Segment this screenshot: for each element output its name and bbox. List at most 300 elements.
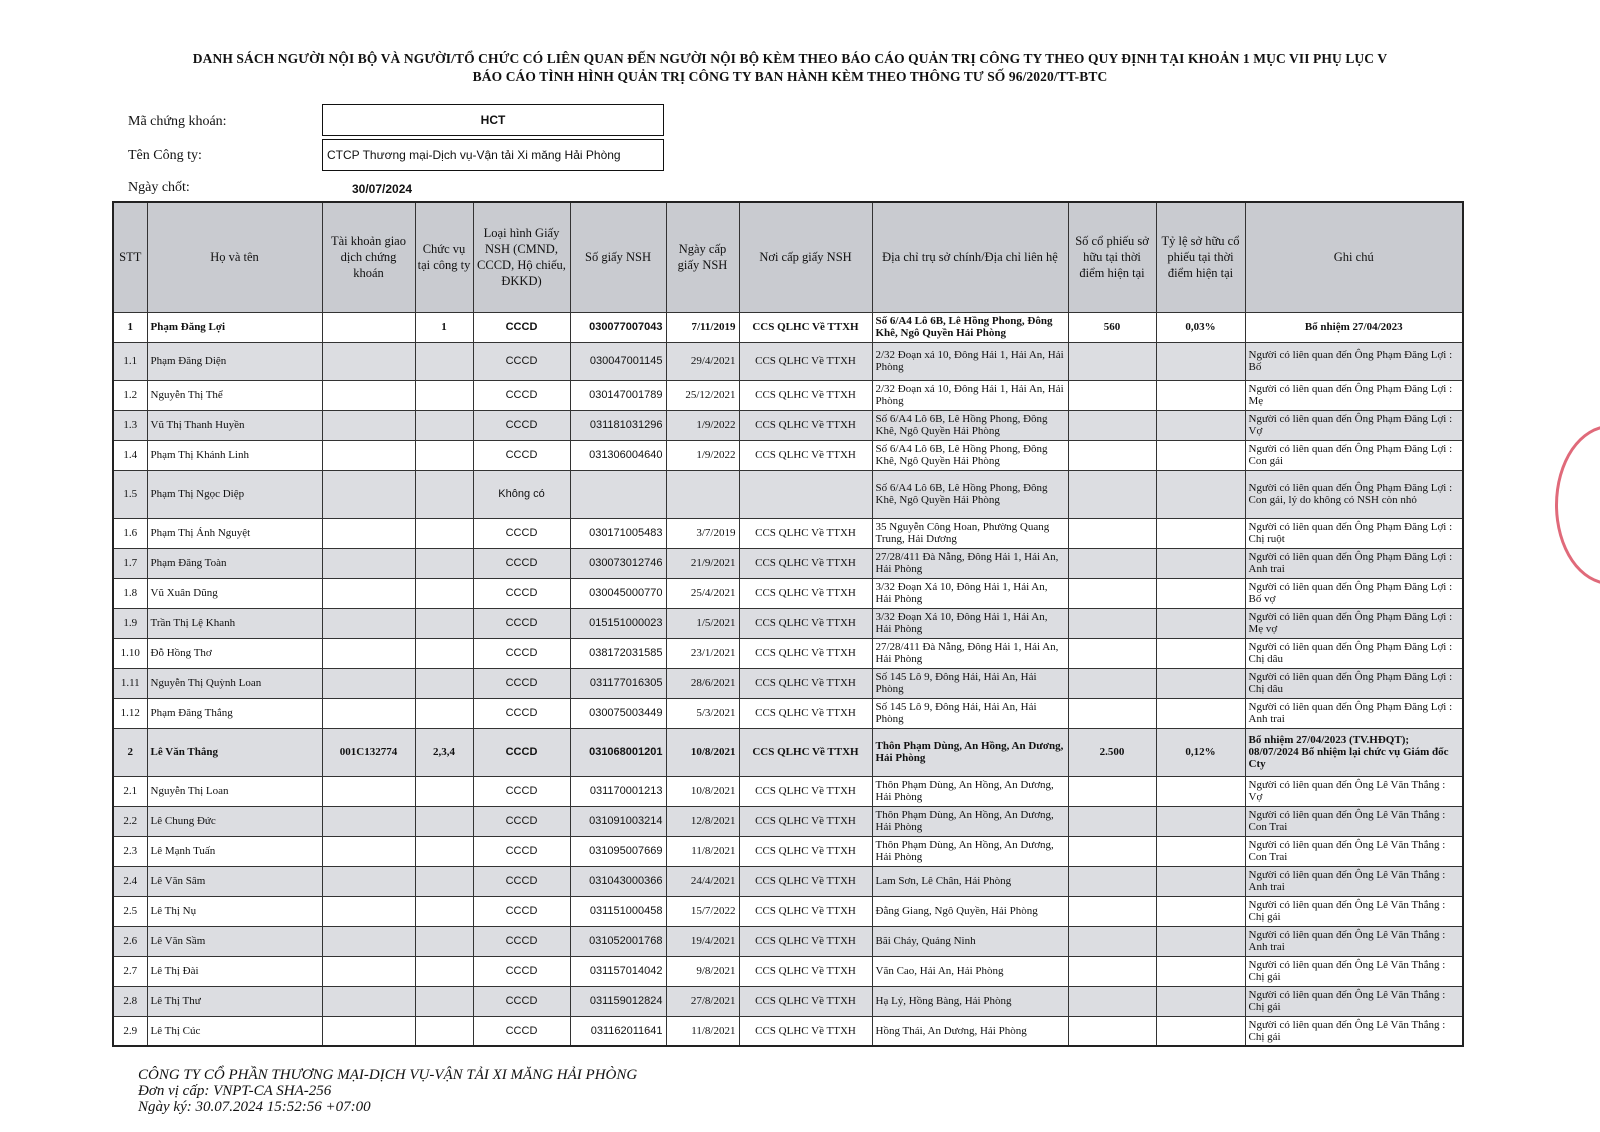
cell-issue-date: 24/4/2021 [666, 866, 739, 896]
insider-table [112, 201, 1464, 1047]
cell-ratio [1156, 1016, 1245, 1046]
cell-issue-place: CCS QLHC Về TTXH [739, 608, 872, 638]
cell-address: Thôn Phạm Dùng, An Hồng, An Dương, Hải Phòng [872, 836, 1068, 866]
cell-id-number: 031052001768 [570, 926, 666, 956]
cell-name: Nguyễn Thị Thể [147, 380, 322, 410]
cell-id-type: CCCD [473, 548, 570, 578]
header-id-type: Loại hình Giấy NSH (CMND, CCCD, Hộ chiếu, ĐKKD) [473, 202, 570, 312]
cell-note: Người có liên quan đến Ông Lê Văn Thắng : Chị gái [1245, 1016, 1463, 1046]
cell-stt: 2.7 [113, 956, 147, 986]
cell-stt: 1.3 [113, 410, 147, 440]
cell-ratio: 0,03% [1156, 312, 1245, 342]
cell-stt: 1.2 [113, 380, 147, 410]
cell-shares [1068, 956, 1156, 986]
cell-ratio [1156, 578, 1245, 608]
cell-name: Phạm Đăng Diện [147, 342, 322, 380]
cell-issue-date: 28/6/2021 [666, 668, 739, 698]
cell-id-type: CCCD [473, 866, 570, 896]
cell-issue-date: 21/9/2021 [666, 548, 739, 578]
cell-issue-place: CCS QLHC Về TTXH [739, 866, 872, 896]
cell-id-type: CCCD [473, 776, 570, 806]
cell-name: Lê Mạnh Tuấn [147, 836, 322, 866]
cell-id-number: 031043000366 [570, 866, 666, 896]
table-row [113, 866, 1463, 896]
cell-id-type: CCCD [473, 926, 570, 956]
signature-company: CÔNG TY CỔ PHẦN THƯƠNG MẠI-DỊCH VỤ-VẬN TẢI XI MĂNG HẢI PHÒNG [138, 1067, 638, 1083]
cell-name: Lê Văn Sầm [147, 926, 322, 956]
cell-id-type: CCCD [473, 728, 570, 776]
header-name: Họ và tên [147, 202, 322, 312]
cell-role [415, 638, 473, 668]
table-row [113, 578, 1463, 608]
table-row [113, 926, 1463, 956]
cell-issue-date: 11/8/2021 [666, 836, 739, 866]
closing-date-label: Ngày chốt: [128, 180, 190, 195]
cell-role [415, 776, 473, 806]
cell-note: Người có liên quan đến Ông Lê Văn Thắng : Con Trai [1245, 806, 1463, 836]
cell-issue-date: 5/3/2021 [666, 698, 739, 728]
closing-date-value: 30/07/2024 [352, 182, 413, 196]
cell-account [322, 342, 415, 380]
cell-account [322, 986, 415, 1016]
cell-shares [1068, 986, 1156, 1016]
cell-name: Phạm Đăng Toàn [147, 548, 322, 578]
cell-id-number: 031151000458 [570, 896, 666, 926]
cell-stt: 2.4 [113, 866, 147, 896]
cell-issue-date: 12/8/2021 [666, 806, 739, 836]
stock-code-value: HCT [322, 104, 664, 136]
cell-issue-place: CCS QLHC Về TTXH [739, 926, 872, 956]
cell-account [322, 380, 415, 410]
cell-stt: 1.12 [113, 698, 147, 728]
cell-id-number: 031068001201 [570, 728, 666, 776]
cell-note: Người có liên quan đến Ông Lê Văn Thắng : Anh trai [1245, 926, 1463, 956]
cell-address: 3/32 Đoạn Xá 10, Đông Hải 1, Hải An, Hải Phòng [872, 578, 1068, 608]
cell-name: Lê Thị Nụ [147, 896, 322, 926]
cell-role [415, 866, 473, 896]
cell-shares [1068, 470, 1156, 518]
table-row [113, 896, 1463, 926]
cell-id-type: CCCD [473, 956, 570, 986]
stock-code-label: Mã chứng khoán: [128, 114, 227, 129]
cell-issue-date: 1/9/2022 [666, 440, 739, 470]
cell-stt: 1.9 [113, 608, 147, 638]
cell-note: Người có liên quan đến Ông Phạm Đăng Lợi : Anh trai [1245, 548, 1463, 578]
table-row [113, 638, 1463, 668]
cell-address: Thôn Phạm Dùng, An Hồng, An Dương, Hải Phòng [872, 728, 1068, 776]
cell-issue-place: CCS QLHC Về TTXH [739, 1016, 872, 1046]
table-row [113, 518, 1463, 548]
cell-stt: 2.9 [113, 1016, 147, 1046]
cell-ratio [1156, 776, 1245, 806]
signature-date: Ngày ký: 30.07.2024 15:52:56 +07:00 [138, 1099, 371, 1115]
company-value: CTCP Thương mại-Dịch vụ-Vận tải Xi măng Hải Phòng [322, 139, 664, 171]
cell-issue-date: 11/8/2021 [666, 1016, 739, 1046]
cell-id-type: CCCD [473, 698, 570, 728]
cell-address: 27/28/411 Đà Nẵng, Đông Hải 1, Hải An, Hải Phòng [872, 638, 1068, 668]
cell-name: Lê Văn Sâm [147, 866, 322, 896]
cell-name: Lê Thị Đài [147, 956, 322, 986]
company-label: Tên Công ty: [128, 148, 202, 163]
cell-ratio [1156, 806, 1245, 836]
cell-note: Người có liên quan đến Ông Lê Văn Thắng : Chị gái [1245, 986, 1463, 1016]
cell-account [322, 548, 415, 578]
cell-id-type: CCCD [473, 608, 570, 638]
cell-role [415, 668, 473, 698]
cell-address: 2/32 Đoạn xá 10, Đông Hải 1, Hải An, Hải Phòng [872, 380, 1068, 410]
cell-account [322, 668, 415, 698]
cell-name: Nguyễn Thị Loan [147, 776, 322, 806]
table-header-row [113, 202, 1463, 312]
cell-role [415, 410, 473, 440]
cell-ratio [1156, 410, 1245, 440]
cell-name: Đỗ Hồng Thơ [147, 638, 322, 668]
cell-address: Thôn Phạm Dùng, An Hồng, An Dương, Hải Phòng [872, 806, 1068, 836]
cell-id-type: CCCD [473, 986, 570, 1016]
cell-shares: 560 [1068, 312, 1156, 342]
cell-account [322, 806, 415, 836]
cell-name: Vũ Thị Thanh Huyền [147, 410, 322, 440]
cell-role [415, 518, 473, 548]
cell-issue-date [666, 470, 739, 518]
cell-stt: 2.6 [113, 926, 147, 956]
cell-shares [1068, 896, 1156, 926]
cell-ratio [1156, 698, 1245, 728]
cell-address: Số 145 Lô 9, Đông Hải, Hải An, Hải Phòng [872, 698, 1068, 728]
cell-address: Hồng Thái, An Dương, Hải Phòng [872, 1016, 1068, 1046]
cell-id-type: CCCD [473, 410, 570, 440]
cell-address: Số 6/A4 Lô 6B, Lê Hồng Phong, Đông Khê, Ngô Quyền Hải Phòng [872, 440, 1068, 470]
cell-id-type: CCCD [473, 638, 570, 668]
cell-shares [1068, 578, 1156, 608]
cell-issue-place: CCS QLHC Về TTXH [739, 728, 872, 776]
title-line-1: DANH SÁCH NGƯỜI NỘI BỘ VÀ NGƯỜI/TỔ CHỨC CÓ LIÊN QUAN ĐẾN NGƯỜI NỘI BỘ KÈM THEO BÁO CÁO QUẢN TRỊ CÔNG TY THEO QUY ĐỊNH TẠI KHOẢN 1 MỤC VII PHỤ LỤC V [192, 51, 1388, 66]
cell-issue-place: CCS QLHC Về TTXH [739, 312, 872, 342]
cell-ratio [1156, 668, 1245, 698]
cell-issue-place: CCS QLHC Về TTXH [739, 410, 872, 440]
cell-account [322, 638, 415, 668]
table-row [113, 698, 1463, 728]
header-role: Chức vụ tại công ty [415, 202, 473, 312]
cell-id-number: 030047001145 [570, 342, 666, 380]
cell-issue-date: 15/7/2022 [666, 896, 739, 926]
cell-issue-place: CCS QLHC Về TTXH [739, 440, 872, 470]
cell-ratio [1156, 926, 1245, 956]
cell-issue-place: CCS QLHC Về TTXH [739, 518, 872, 548]
cell-shares [1068, 410, 1156, 440]
cell-id-number: 038172031585 [570, 638, 666, 668]
cell-stt: 2.5 [113, 896, 147, 926]
cell-stt: 2.2 [113, 806, 147, 836]
cell-issue-date: 29/4/2021 [666, 342, 739, 380]
cell-role [415, 470, 473, 518]
cell-role: 1 [415, 312, 473, 342]
cell-id-number: 031177016305 [570, 668, 666, 698]
cell-id-number: 030045000770 [570, 578, 666, 608]
cell-stt: 1.4 [113, 440, 147, 470]
cell-note: Người có liên quan đến Ông Lê Văn Thắng : Anh trai [1245, 866, 1463, 896]
cell-stt: 1.5 [113, 470, 147, 518]
cell-shares [1068, 776, 1156, 806]
cell-role [415, 698, 473, 728]
cell-note: Người có liên quan đến Ông Phạm Đăng Lợi : Mẹ [1245, 380, 1463, 410]
cell-note: Người có liên quan đến Ông Lê Văn Thắng : Chị gái [1245, 896, 1463, 926]
cell-note: Người có liên quan đến Ông Phạm Đăng Lợi : Con gái, lý do không có NSH còn nhỏ [1245, 470, 1463, 518]
cell-ratio: 0,12% [1156, 728, 1245, 776]
cell-account [322, 698, 415, 728]
cell-role [415, 342, 473, 380]
table-row [113, 986, 1463, 1016]
cell-name: Nguyễn Thị Quỳnh Loan [147, 668, 322, 698]
cell-address: Số 6/A4 Lô 6B, Lê Hồng Phong, Đông Khê, Ngô Quyền Hải Phòng [872, 470, 1068, 518]
cell-stt: 1.7 [113, 548, 147, 578]
cell-ratio [1156, 986, 1245, 1016]
table-row [113, 608, 1463, 638]
cell-stt: 1.1 [113, 342, 147, 380]
cell-id-number: 015151000023 [570, 608, 666, 638]
cell-name: Lê Văn Thắng [147, 728, 322, 776]
cell-role [415, 1016, 473, 1046]
cell-stt: 2 [113, 728, 147, 776]
cell-issue-date: 25/4/2021 [666, 578, 739, 608]
cell-account [322, 518, 415, 548]
cell-role [415, 926, 473, 956]
cell-issue-place: CCS QLHC Về TTXH [739, 578, 872, 608]
cell-stt: 1.11 [113, 668, 147, 698]
cell-ratio [1156, 470, 1245, 518]
cell-issue-place: CCS QLHC Về TTXH [739, 956, 872, 986]
cell-issue-date: 9/8/2021 [666, 956, 739, 986]
cell-role [415, 548, 473, 578]
cell-ratio [1156, 548, 1245, 578]
cell-address: Số 6/A4 Lô 6B, Lê Hồng Phong, Đông Khê, Ngô Quyền Hải Phòng [872, 312, 1068, 342]
cell-address: Văn Cao, Hải An, Hải Phòng [872, 956, 1068, 986]
cell-account [322, 926, 415, 956]
cell-stt: 2.1 [113, 776, 147, 806]
cell-name: Phạm Thị Ánh Nguyệt [147, 518, 322, 548]
cell-stt: 2.3 [113, 836, 147, 866]
header-issue-date: Ngày cấp giấy NSH [666, 202, 739, 312]
title-line-2: BÁO CÁO TÌNH HÌNH QUẢN TRỊ CÔNG TY BAN HÀNH KÈM THEO THÔNG TƯ SỐ 96/2020/TT-BTC [472, 69, 1108, 84]
table-row [113, 668, 1463, 698]
table-row [113, 342, 1463, 380]
cell-shares [1068, 518, 1156, 548]
cell-address: Lam Sơn, Lê Chân, Hải Phòng [872, 866, 1068, 896]
cell-role [415, 608, 473, 638]
cell-id-number: 030073012746 [570, 548, 666, 578]
cell-issue-date: 10/8/2021 [666, 776, 739, 806]
header-id-number: Số giấy NSH [570, 202, 666, 312]
cell-address: Thôn Phạm Dùng, An Hồng, An Dương, Hải Phòng [872, 776, 1068, 806]
cell-shares [1068, 608, 1156, 638]
cell-role [415, 806, 473, 836]
cell-shares [1068, 926, 1156, 956]
header-address: Địa chỉ trụ sở chính/Địa chỉ liên hệ [872, 202, 1068, 312]
cell-issue-place: CCS QLHC Về TTXH [739, 638, 872, 668]
cell-account [322, 896, 415, 926]
cell-name: Trần Thị Lệ Khanh [147, 608, 322, 638]
cell-id-type: CCCD [473, 578, 570, 608]
cell-address: Bãi Cháy, Quảng Ninh [872, 926, 1068, 956]
cell-id-type: CCCD [473, 518, 570, 548]
cell-id-type: CCCD [473, 312, 570, 342]
cell-ratio [1156, 836, 1245, 866]
table-row [113, 440, 1463, 470]
cell-shares [1068, 342, 1156, 380]
cell-ratio [1156, 608, 1245, 638]
cell-id-number: 030171005483 [570, 518, 666, 548]
cell-issue-place: CCS QLHC Về TTXH [739, 698, 872, 728]
cell-account [322, 776, 415, 806]
cell-account [322, 312, 415, 342]
cell-note: Người có liên quan đến Ông Phạm Đăng Lợi : Chị ruột [1245, 518, 1463, 548]
company-seal [1555, 425, 1600, 585]
cell-note: Người có liên quan đến Ông Phạm Đăng Lợi : Con gái [1245, 440, 1463, 470]
cell-name: Phạm Thị Ngọc Diệp [147, 470, 322, 518]
cell-shares: 2.500 [1068, 728, 1156, 776]
cell-issue-place: CCS QLHC Về TTXH [739, 668, 872, 698]
table-row [113, 312, 1463, 342]
cell-ratio [1156, 866, 1245, 896]
cell-id-number: 031091003214 [570, 806, 666, 836]
table-row [113, 410, 1463, 440]
cell-issue-date: 7/11/2019 [666, 312, 739, 342]
cell-account [322, 956, 415, 986]
cell-id-number: 031095007669 [570, 836, 666, 866]
cell-id-number: 030077007043 [570, 312, 666, 342]
cell-shares [1068, 806, 1156, 836]
cell-id-type: CCCD [473, 806, 570, 836]
table-row [113, 548, 1463, 578]
table-row [113, 728, 1463, 776]
cell-shares [1068, 668, 1156, 698]
header-ratio: Tỷ lệ sở hữu cổ phiếu tại thời điểm hiện tại [1156, 202, 1245, 312]
cell-id-type: CCCD [473, 896, 570, 926]
cell-issue-place: CCS QLHC Về TTXH [739, 776, 872, 806]
document-title [120, 50, 1460, 86]
cell-id-number: 031162011641 [570, 1016, 666, 1046]
cell-shares [1068, 440, 1156, 470]
cell-note: Người có liên quan đến Ông Phạm Đăng Lợi : Chị dâu [1245, 668, 1463, 698]
cell-issue-place: CCS QLHC Về TTXH [739, 342, 872, 380]
table-row [113, 806, 1463, 836]
cell-name: Lê Thị Thư [147, 986, 322, 1016]
cell-name: Vũ Xuân Dũng [147, 578, 322, 608]
cell-note: Người có liên quan đến Ông Phạm Đăng Lợi : Anh trai [1245, 698, 1463, 728]
digital-signature [138, 1067, 698, 1115]
cell-ratio [1156, 638, 1245, 668]
cell-shares [1068, 548, 1156, 578]
cell-id-number: 030147001789 [570, 380, 666, 410]
cell-ratio [1156, 896, 1245, 926]
cell-stt: 2.8 [113, 986, 147, 1016]
header-issue-place: Nơi cấp giấy NSH [739, 202, 872, 312]
cell-issue-place: CCS QLHC Về TTXH [739, 986, 872, 1016]
cell-account [322, 470, 415, 518]
cell-note: Người có liên quan đến Ông Phạm Đăng Lợi : Chị dâu [1245, 638, 1463, 668]
cell-shares [1068, 380, 1156, 410]
cell-id-type: CCCD [473, 380, 570, 410]
cell-id-number: 031181031296 [570, 410, 666, 440]
table-row [113, 956, 1463, 986]
cell-id-type: CCCD [473, 668, 570, 698]
table-row [113, 470, 1463, 518]
cell-address: 3/32 Đoạn Xá 10, Đông Hải 1, Hải An, Hải Phòng [872, 608, 1068, 638]
cell-note: Người có liên quan đến Ông Phạm Đăng Lợi : Bố vợ [1245, 578, 1463, 608]
cell-address: Số 145 Lô 9, Đông Hải, Hải An, Hải Phòng [872, 668, 1068, 698]
cell-note: Người có liên quan đến Ông Phạm Đăng Lợi : Vợ [1245, 410, 1463, 440]
cell-account [322, 866, 415, 896]
cell-id-number: 031306004640 [570, 440, 666, 470]
cell-name: Lê Thị Cúc [147, 1016, 322, 1046]
signature-issuer: Đơn vị cấp: VNPT-CA SHA-256 [138, 1083, 332, 1099]
table-row [113, 1016, 1463, 1046]
cell-note: Người có liên quan đến Ông Lê Văn Thắng : Vợ [1245, 776, 1463, 806]
cell-id-type: CCCD [473, 1016, 570, 1046]
header-stt: STT [113, 202, 147, 312]
cell-role [415, 380, 473, 410]
cell-issue-date: 19/4/2021 [666, 926, 739, 956]
cell-id-type: CCCD [473, 342, 570, 380]
cell-shares [1068, 866, 1156, 896]
cell-issue-place [739, 470, 872, 518]
cell-account [322, 440, 415, 470]
cell-stt: 1 [113, 312, 147, 342]
cell-issue-date: 1/5/2021 [666, 608, 739, 638]
header-account: Tài khoản giao dịch chứng khoán [322, 202, 415, 312]
cell-ratio [1156, 518, 1245, 548]
cell-id-type: CCCD [473, 440, 570, 470]
cell-issue-place: CCS QLHC Về TTXH [739, 836, 872, 866]
cell-role: 2,3,4 [415, 728, 473, 776]
cell-issue-date: 1/9/2022 [666, 410, 739, 440]
cell-account [322, 578, 415, 608]
cell-id-number: 031170001213 [570, 776, 666, 806]
cell-note: Bổ nhiệm 27/04/2023 (TV.HĐQT); 08/07/2024 Bổ nhiệm lại chức vụ Giám đốc Cty [1245, 728, 1463, 776]
cell-note: Người có liên quan đến Ông Lê Văn Thắng : Chị gái [1245, 956, 1463, 986]
cell-name: Phạm Đăng Thắng [147, 698, 322, 728]
cell-issue-place: CCS QLHC Về TTXH [739, 380, 872, 410]
cell-account [322, 1016, 415, 1046]
cell-id-type: Không có [473, 470, 570, 518]
cell-note: Bổ nhiệm 27/04/2023 [1245, 312, 1463, 342]
cell-address: Số 6/A4 Lô 6B, Lê Hồng Phong, Đông Khê, Ngô Quyền Hải Phòng [872, 410, 1068, 440]
cell-issue-date: 10/8/2021 [666, 728, 739, 776]
cell-address: 27/28/411 Đà Nẵng, Đông Hải 1, Hải An, Hải Phòng [872, 548, 1068, 578]
table-row [113, 836, 1463, 866]
cell-account [322, 608, 415, 638]
cell-shares [1068, 698, 1156, 728]
cell-stt: 1.10 [113, 638, 147, 668]
cell-stt: 1.6 [113, 518, 147, 548]
cell-account [322, 410, 415, 440]
cell-role [415, 896, 473, 926]
cell-issue-place: CCS QLHC Về TTXH [739, 806, 872, 836]
cell-id-number [570, 470, 666, 518]
cell-role [415, 440, 473, 470]
cell-account: 001C132774 [322, 728, 415, 776]
cell-role [415, 836, 473, 866]
cell-note: Người có liên quan đến Ông Phạm Đăng Lợi : Bố [1245, 342, 1463, 380]
cell-address: Đằng Giang, Ngô Quyền, Hải Phòng [872, 896, 1068, 926]
cell-address: 35 Nguyễn Công Hoan, Phường Quang Trung, Hải Dương [872, 518, 1068, 548]
cell-id-number: 031159012824 [570, 986, 666, 1016]
cell-shares [1068, 1016, 1156, 1046]
cell-address: 2/32 Đoạn xá 10, Đông Hải 1, Hải An, Hải Phòng [872, 342, 1068, 380]
cell-ratio [1156, 380, 1245, 410]
cell-stt: 1.8 [113, 578, 147, 608]
table-row [113, 776, 1463, 806]
